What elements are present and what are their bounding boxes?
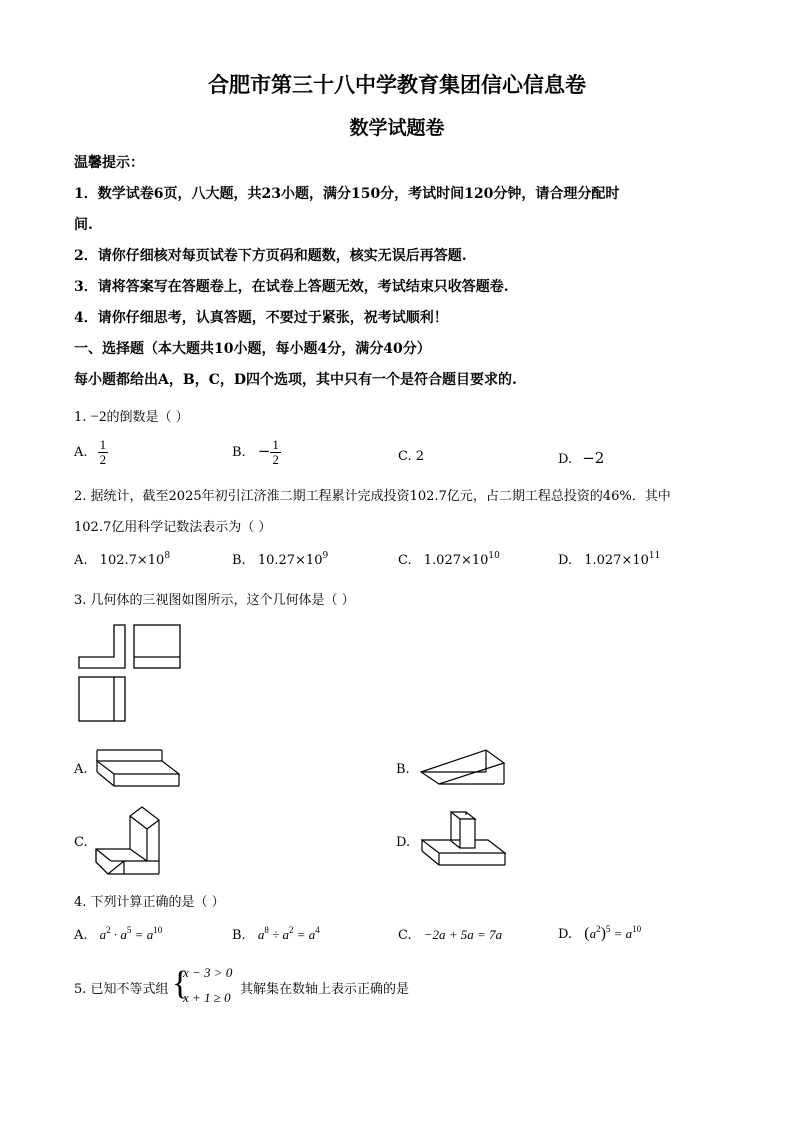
inequality-2: x + 1 ≥ 0 (183, 990, 231, 1005)
option-base: 10.27×10 (257, 553, 323, 568)
q3-option-b-figure (420, 746, 506, 786)
option-base: 1.027×10 (584, 553, 649, 568)
page-title: 合肥市第三十八中学教育集团信心信息卷 (208, 72, 586, 97)
section-title: 一、选择题（本大题共10小题，每小题4分，满分40分） (74, 341, 431, 357)
notice-item: 2．请你仔细核对每页试卷下方页码和题数，核实无误后再答题. (74, 248, 467, 264)
q2-option-a (74, 553, 170, 568)
option-label: B. (232, 928, 246, 943)
option-label: C. (398, 928, 412, 943)
fraction-numerator: 1 (99, 437, 107, 452)
question-5-prefix: 5. 已知不等式组 (74, 982, 169, 997)
fraction (270, 438, 281, 467)
page-subtitle: 数学试题卷 (349, 117, 445, 139)
three-views-figure (78, 624, 184, 724)
q2-option-b (232, 553, 328, 568)
option-exponent: 8 (164, 551, 171, 561)
q3-option-b-label: B. (396, 762, 410, 777)
option-base: 1.027×10 (423, 553, 489, 568)
q3-option-a-figure (96, 748, 180, 788)
q3-option-c-figure (95, 806, 165, 876)
option-label: A. (74, 553, 88, 568)
q1-option-d (558, 449, 604, 467)
q1-option-c: C. 2 (398, 449, 425, 464)
option-label: C. (398, 553, 412, 568)
notice-item: 1．数学试卷6页，八大题，共23小题，满分150分，考试时间120分钟，请合理分配时 (74, 186, 620, 202)
inequality-1: x − 3 > 0 (183, 965, 233, 980)
option-exponent: 9 (322, 551, 329, 561)
option-label: A. (74, 928, 88, 943)
section-desc: 每小题都给出A，B，C，D四个选项，其中只有一个是符合题目要求的. (74, 372, 517, 388)
question-4: 4. 下列计算正确的是（ ） (74, 895, 225, 910)
option-exponent: 10 (488, 551, 500, 561)
option-label: D. (558, 452, 573, 467)
option-label: D. (558, 553, 573, 568)
q2-option-c (398, 553, 500, 568)
q4-a-expression: $a^2 \cdot a^5 = a^{10}$ (99, 925, 163, 942)
q3-option-c-label: C. (74, 835, 88, 850)
question-5-suffix: 其解集在数轴上表示正确的是 (240, 982, 410, 997)
inequality-brace: { (172, 965, 189, 1002)
option-label: B. (232, 445, 246, 460)
q4-option-a (74, 927, 162, 943)
question-2-line-2: 102.7亿用科学记数法表示为（ ） (74, 520, 272, 535)
fraction-denominator: 2 (272, 452, 279, 467)
option-label: A. (74, 445, 88, 460)
q1-option-b (232, 438, 281, 467)
q1-expression: −2 (90, 409, 107, 425)
question-3: 3. 几何体的三视图如图所示，这个几何体是（ ） (74, 593, 355, 608)
fraction-numerator: 1 (272, 437, 279, 452)
notice-item: 3．请将答案写在答题卷上，在试卷上答题无效，考试结束只收答题卷. (74, 279, 509, 295)
notice-heading: 温馨提示： (74, 155, 144, 171)
option-exponent: 11 (648, 551, 661, 561)
option-value: −2 (582, 449, 605, 467)
question-2-line-1: 2. 据统计，截至2025年初引江济淮二期工程累计完成投资102.7亿元，占二期工程总投资的46%．其中 (74, 489, 671, 504)
minus-sign: − (257, 442, 271, 460)
q2-option-d (558, 553, 660, 568)
q1-text: 的倒数是（ ） (106, 410, 189, 425)
q3-option-d-figure (421, 803, 507, 877)
fraction (98, 438, 109, 467)
question-number: 1. (74, 410, 87, 425)
fraction-denominator: 2 (99, 452, 107, 467)
notice-item: 4．请你仔细思考，认真答题，不要过于紧张，祝考试顺利！ (74, 310, 448, 326)
option-label: B. (232, 553, 246, 568)
q3-option-a-label: A. (74, 762, 88, 777)
q4-c-expression: −2a + 5a = 7a (423, 927, 503, 942)
q4-option-b (232, 927, 320, 943)
q4-d-expression: $(a^2)^5 = a^{10}$ (584, 924, 642, 942)
question-1 (74, 406, 189, 426)
q4-option-c (398, 927, 502, 943)
option-base: 102.7×10 (99, 553, 165, 568)
q1-option-a (74, 438, 108, 467)
q4-option-d (558, 925, 641, 943)
q3-option-d-label: D. (396, 835, 411, 850)
q4-b-expression: $a^8 \div a^2 = a^4$ (257, 925, 320, 942)
notice-item: 间. (74, 217, 93, 233)
option-label: D. (558, 927, 573, 942)
